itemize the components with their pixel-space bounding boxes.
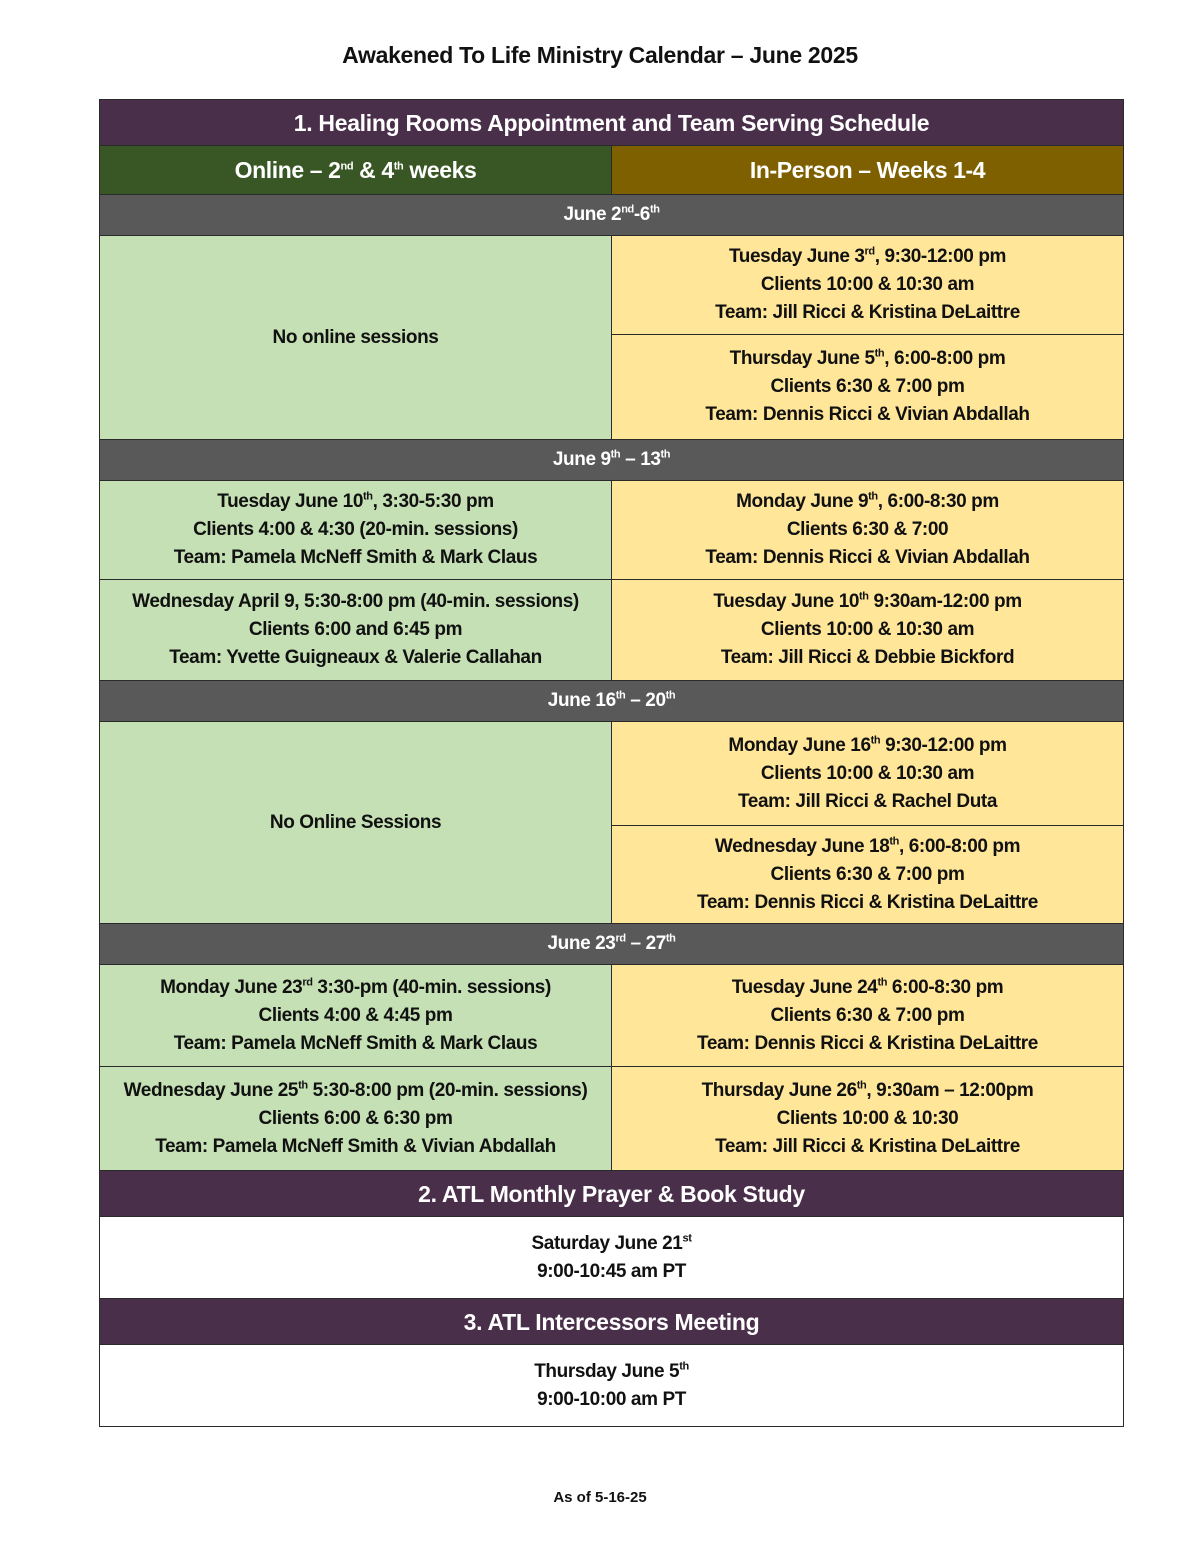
section-3-heading: 3. ATL Intercessors Meeting bbox=[100, 1299, 1124, 1345]
in-person-session-cell: Thursday June 26th, 9:30am – 12:00pm Clients 10:00 & 10:30 Team: Jill Ricci & Kristina DeLaittre bbox=[612, 1067, 1124, 1171]
prayer-book-study-details: Saturday June 21st 9:00-10:45 am PT bbox=[100, 1217, 1124, 1299]
online-session-cell: Wednesday June 25th 5:30-8:00 pm (20-min. sessions) Clients 6:00 & 6:30 pm Team: Pamela McNeff Smith & Vivian Abdallah bbox=[100, 1067, 612, 1171]
section-1-heading: 1. Healing Rooms Appointment and Team Serving Schedule bbox=[100, 100, 1124, 146]
section-2-heading: 2. ATL Monthly Prayer & Book Study bbox=[100, 1171, 1124, 1217]
online-session-cell: Tuesday June 10th, 3:30-5:30 pm Clients 4:00 & 4:30 (20-min. sessions) Team: Pamela McNeff Smith & Mark Claus bbox=[100, 481, 612, 580]
in-person-session-cell: Wednesday June 18th, 6:00-8:00 pm Clients 6:30 & 7:00 pm Team: Dennis Ricci & Kristina DeLaittre bbox=[612, 826, 1124, 924]
week-header-4: June 23rd – 27th bbox=[100, 924, 1124, 965]
online-session-cell: Monday June 23rd 3:30-pm (40-min. sessions) Clients 4:00 & 4:45 pm Team: Pamela McNeff Smith & Mark Claus bbox=[100, 965, 612, 1067]
in-person-session-cell: Monday June 9th, 6:00-8:30 pm Clients 6:30 & 7:00 Team: Dennis Ricci & Vivian Abdallah bbox=[612, 481, 1124, 580]
revision-date-note: As of 5-16-25 bbox=[553, 1489, 647, 1506]
week-header-3: June 16th – 20th bbox=[100, 681, 1124, 722]
in-person-session-cell: Tuesday June 3rd, 9:30-12:00 pm Clients 10:00 & 10:30 am Team: Jill Ricci & Kristina DeLaittre bbox=[612, 236, 1124, 335]
in-person-session-cell: Tuesday June 24th 6:00-8:30 pm Clients 6:30 & 7:00 pm Team: Dennis Ricci & Kristina DeLaittre bbox=[612, 965, 1124, 1067]
in-person-column-header: In-Person – Weeks 1-4 bbox=[612, 146, 1124, 195]
in-person-session-cell: Tuesday June 10th 9:30am-12:00 pm Clients 10:00 & 10:30 am Team: Jill Ricci & Debbie Bickford bbox=[612, 580, 1124, 681]
week-header-1: June 2nd-6th bbox=[100, 195, 1124, 236]
in-person-session-cell: Monday June 16th 9:30-12:00 pm Clients 10:00 & 10:30 am Team: Jill Ricci & Rachel Duta bbox=[612, 722, 1124, 826]
online-session-cell: Wednesday April 9, 5:30-8:00 pm (40-min. sessions) Clients 6:00 and 6:45 pm Team: Yvette Guigneaux & Valerie Callahan bbox=[100, 580, 612, 681]
intercessors-meeting-details: Thursday June 5th 9:00-10:00 am PT bbox=[100, 1345, 1124, 1427]
online-session-cell bbox=[100, 236, 612, 440]
week-header-2: June 9th – 13th bbox=[100, 440, 1124, 481]
in-person-session-cell: Thursday June 5th, 6:00-8:00 pm Clients 6:30 & 7:00 pm Team: Dennis Ricci & Vivian Abdallah bbox=[612, 335, 1124, 440]
online-column-header: Online – 2nd & 4th weeks bbox=[100, 146, 612, 195]
document-title: Awakened To Life Ministry Calendar – June 2025 bbox=[342, 42, 858, 68]
online-session-cell bbox=[100, 722, 612, 924]
no-online-sessions-text: No online sessions bbox=[272, 326, 439, 348]
ministry-calendar-table bbox=[99, 99, 1124, 1427]
no-online-sessions-text: No Online Sessions bbox=[269, 811, 442, 833]
